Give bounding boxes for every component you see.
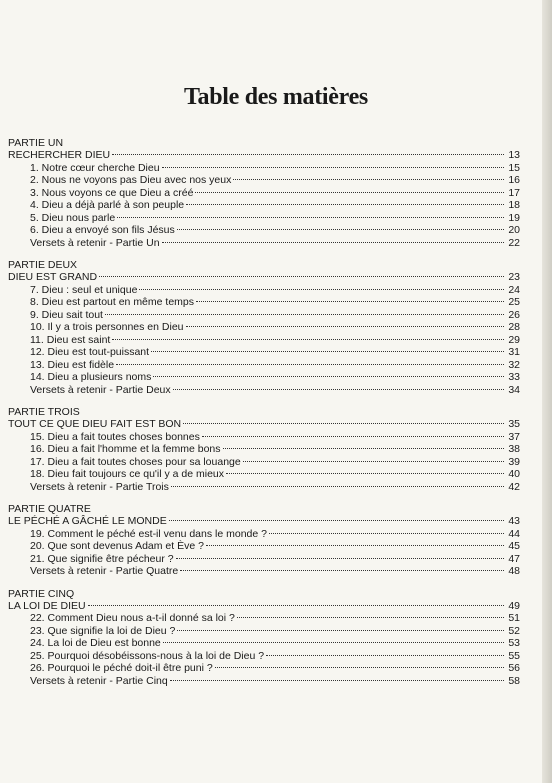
toc-entry[interactable] [8, 675, 520, 688]
toc-entry[interactable] [8, 174, 520, 187]
page-number: 19 [508, 211, 520, 224]
toc-entry[interactable] [8, 650, 520, 663]
part-heading-entry[interactable] [8, 600, 520, 613]
page-number: 33 [508, 371, 520, 383]
page-number: 28 [508, 321, 520, 333]
dot-leader [237, 617, 504, 618]
toc-section [8, 259, 520, 396]
entry-label: 5. Dieu nous parle [30, 211, 116, 224]
page-number: 58 [508, 674, 520, 687]
toc-entry[interactable] [8, 468, 520, 481]
page-number: 40 [508, 468, 520, 480]
toc-entry[interactable] [8, 443, 520, 456]
toc-entry[interactable] [8, 481, 520, 494]
page-number: 29 [508, 333, 520, 346]
table-of-contents [8, 137, 520, 697]
dot-leader [162, 167, 504, 168]
entry-label: 22. Comment Dieu nous a-t-il donné sa loi ? [30, 612, 235, 624]
page-number: 48 [508, 565, 520, 577]
toc-entry[interactable] [8, 662, 520, 675]
part-label: PARTIE DEUX [8, 259, 78, 271]
dot-leader [153, 376, 504, 377]
page-edge [542, 0, 552, 783]
entry-label: 6. Dieu a envoyé son fils Jésus [30, 224, 175, 236]
page-number: 16 [508, 174, 520, 186]
dot-leader [183, 423, 504, 424]
part-heading-entry[interactable] [8, 149, 520, 162]
entry-label: 4. Dieu a déjà parlé à son peuple [30, 199, 185, 211]
dot-leader [162, 242, 504, 243]
page-number: 49 [508, 599, 520, 612]
dot-leader [177, 229, 504, 230]
entry-label: 25. Pourquoi désobéissons-nous à la loi de Dieu ? [30, 649, 265, 662]
toc-entry[interactable] [8, 199, 520, 212]
dot-leader [177, 630, 504, 631]
entry-label: Versets à retenir - Partie Un [30, 236, 160, 249]
dot-leader [112, 339, 504, 340]
dot-leader [163, 642, 504, 643]
entry-label: Versets à retenir - Partie Quatre [30, 565, 179, 577]
toc-entry[interactable] [8, 162, 520, 175]
dot-leader [117, 217, 504, 218]
dot-leader [266, 655, 504, 656]
toc-section [8, 406, 520, 493]
toc-entry[interactable] [8, 284, 520, 297]
toc-entry[interactable] [8, 321, 520, 334]
toc-entry[interactable] [8, 371, 520, 384]
entry-label: 9. Dieu sait tout [30, 308, 103, 321]
toc-entry[interactable] [8, 540, 520, 553]
toc-entry[interactable] [8, 431, 520, 444]
entry-label: Versets à retenir - Partie Cinq [30, 674, 168, 687]
entry-label: 1. Notre cœur cherche Dieu [30, 161, 160, 174]
dot-leader [169, 520, 504, 521]
page-number: 18 [508, 199, 520, 211]
toc-section [8, 503, 520, 578]
dot-leader [176, 558, 504, 559]
toc-entry[interactable] [8, 384, 520, 397]
dot-leader [151, 351, 504, 352]
part-heading-entry[interactable] [8, 515, 520, 528]
entry-label: RECHERCHER DIEU [8, 149, 111, 161]
toc-entry[interactable] [8, 237, 520, 250]
page-number: 15 [508, 161, 520, 174]
toc-entry[interactable] [8, 309, 520, 322]
entry-label: 15. Dieu a fait toutes choses bonnes [30, 430, 200, 443]
page-number: 39 [508, 455, 520, 468]
toc-entry[interactable] [8, 625, 520, 638]
dot-leader [223, 448, 504, 449]
dot-leader [112, 154, 504, 155]
toc-entry[interactable] [8, 612, 520, 625]
dot-leader [105, 314, 504, 315]
dot-leader [186, 204, 504, 205]
entry-label: 21. Que signifie être pécheur ? [30, 552, 174, 565]
page-number: 42 [508, 480, 520, 493]
page-number: 34 [508, 383, 520, 396]
dot-leader [215, 667, 504, 668]
toc-section [8, 137, 520, 249]
page-number: 26 [508, 308, 520, 321]
entry-label: 17. Dieu a fait toutes choses pour sa louange [30, 455, 241, 468]
dot-leader [180, 570, 504, 571]
dot-leader [88, 605, 504, 606]
entry-label: Versets à retenir - Partie Deux [30, 383, 171, 396]
dot-leader [206, 545, 504, 546]
entry-label: 2. Nous ne voyons pas Dieu avec nos yeux [30, 174, 232, 186]
part-label: PARTIE TROIS [8, 406, 80, 418]
page-number: 38 [508, 443, 520, 455]
entry-label: 19. Comment le péché est-il venu dans le monde ? [30, 527, 267, 540]
dot-leader [202, 436, 504, 437]
toc-entry[interactable] [8, 553, 520, 566]
dot-leader [186, 326, 504, 327]
entry-label: 14. Dieu a plusieurs noms [30, 371, 152, 383]
page-number: 44 [508, 527, 520, 540]
entry-label: 18. Dieu fait toujours ce qu'il y a de mieux [30, 468, 225, 480]
page-number: 24 [508, 283, 520, 296]
toc-entry[interactable] [8, 212, 520, 225]
entry-label: 8. Dieu est partout en même temps [30, 296, 194, 308]
dot-leader [269, 533, 504, 534]
dot-leader [170, 680, 504, 681]
toc-entry[interactable] [8, 565, 520, 578]
dot-leader [243, 461, 504, 462]
dot-leader [116, 364, 504, 365]
entry-label: 7. Dieu : seul et unique [30, 283, 138, 296]
entry-label: TOUT CE QUE DIEU FAIT EST BON [8, 418, 182, 430]
entry-label: 24. La loi de Dieu est bonne [30, 637, 161, 649]
entry-label: 20. Que sont devenus Adam et Ève ? [30, 540, 204, 552]
toc-entry[interactable] [8, 224, 520, 237]
toc-section [8, 588, 520, 688]
toc-entry[interactable] [8, 187, 520, 200]
toc-entry[interactable] [8, 359, 520, 372]
dot-leader [99, 276, 504, 277]
toc-entry[interactable] [8, 637, 520, 650]
page-number: 53 [508, 637, 520, 649]
entry-label: 11. Dieu est saint [30, 333, 111, 346]
toc-entry[interactable] [8, 334, 520, 347]
page-number: 51 [508, 612, 520, 624]
dot-leader [195, 192, 504, 193]
page-number: 37 [508, 430, 520, 443]
part-heading-entry[interactable] [8, 418, 520, 431]
page-number: 17 [508, 186, 520, 199]
entry-label: 13. Dieu est fidèle [30, 358, 115, 371]
page-number: 25 [508, 296, 520, 308]
page-number: 56 [508, 662, 520, 674]
part-label: PARTIE CINQ [8, 587, 75, 600]
entry-label: 12. Dieu est tout-puissant [30, 346, 150, 358]
dot-leader [139, 289, 504, 290]
page-number: 55 [508, 649, 520, 662]
dot-leader [226, 473, 504, 474]
entry-label: 10. Il y a trois personnes en Dieu [30, 321, 184, 333]
entry-label: 3. Nous voyons ce que Dieu a créé [30, 186, 194, 199]
dot-leader [233, 179, 504, 180]
page-number: 43 [508, 515, 520, 527]
page-title: Table des matières [184, 84, 368, 110]
part-label: PARTIE UN [8, 137, 64, 149]
entry-label: 16. Dieu a fait l'homme et la femme bons [30, 443, 221, 455]
page-number: 35 [508, 418, 520, 430]
dot-leader [171, 486, 504, 487]
toc-entry[interactable] [8, 296, 520, 309]
entry-label: 23. Que signifie la loi de Dieu ? [30, 624, 176, 637]
entry-label: Versets à retenir - Partie Trois [30, 480, 169, 493]
page-number: 23 [508, 271, 520, 283]
dot-leader [196, 301, 504, 302]
entry-label: LE PÉCHÉ A GÂCHÉ LE MONDE [8, 515, 167, 527]
page-number: 32 [508, 358, 520, 371]
page-number: 20 [508, 224, 520, 236]
dot-leader [173, 389, 504, 390]
page-number: 31 [508, 346, 520, 358]
entry-label: 26. Pourquoi le péché doit-il être puni ? [30, 662, 213, 674]
part-label: PARTIE QUATRE [8, 503, 91, 515]
entry-label: DIEU EST GRAND [8, 271, 98, 283]
page-number: 22 [508, 236, 520, 249]
page-number: 52 [508, 624, 520, 637]
entry-label: LA LOI DE DIEU [8, 599, 86, 612]
toc-entry[interactable] [8, 528, 520, 541]
page-number: 47 [508, 552, 520, 565]
page-number: 45 [508, 540, 520, 552]
toc-entry[interactable] [8, 346, 520, 359]
toc-entry[interactable] [8, 456, 520, 469]
page-number: 13 [508, 149, 520, 161]
part-heading-entry[interactable] [8, 271, 520, 284]
